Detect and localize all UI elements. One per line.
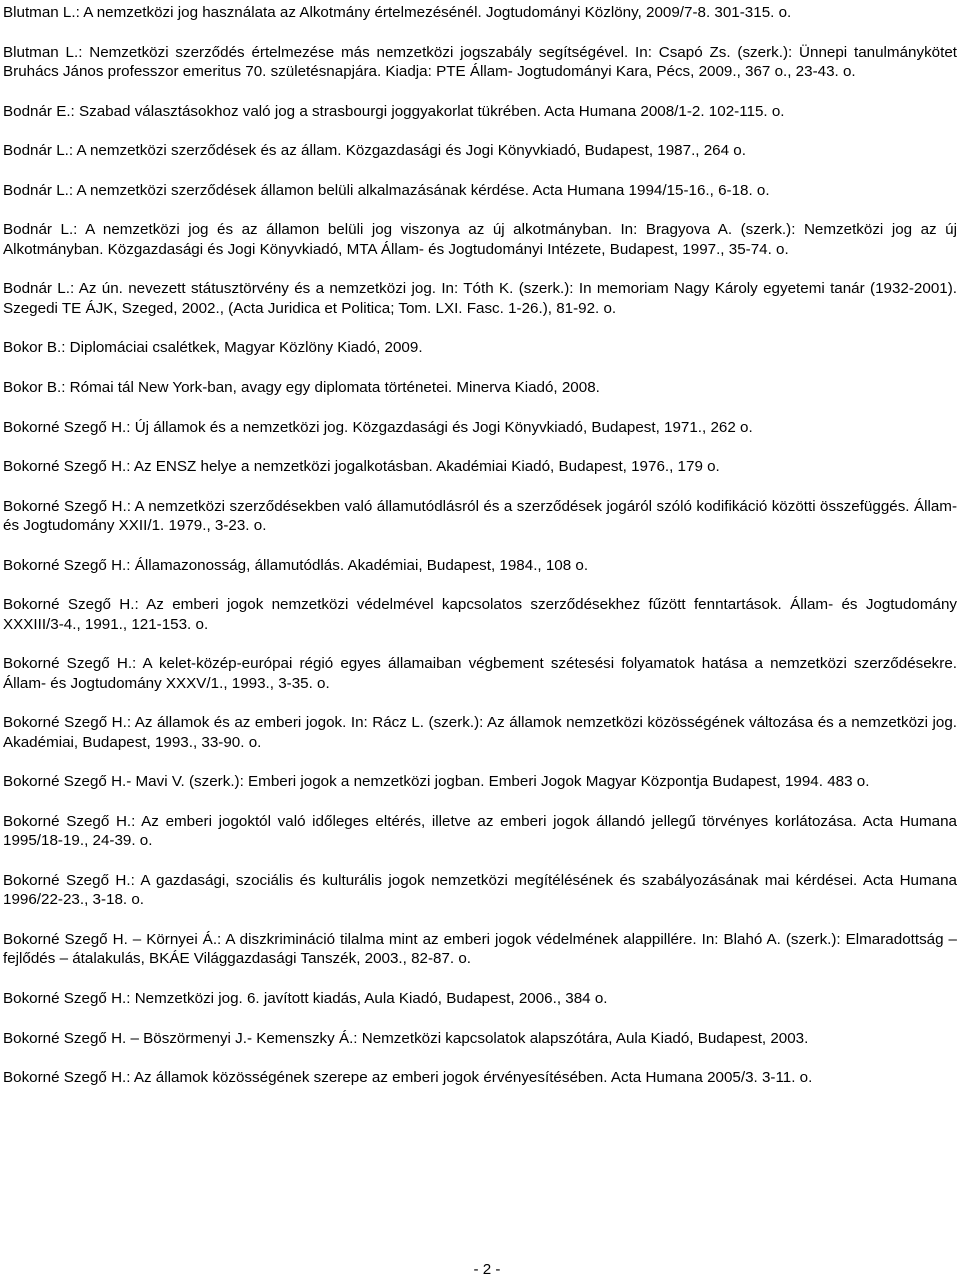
reference-entry: Bokor B.: Diplomáciai csalétkek, Magyar Közlöny Kiadó, 2009. <box>3 339 423 357</box>
reference-entry: Bokorné Szegő H.: A nemzetközi szerződésekben való államutódlásról és a szerződések jogáról szóló kodifikáció közötti összefüggés. Állam- és Jogtudomány XXII/1. 1979., 3-23. o. <box>3 497 957 535</box>
reference-entry: Bokorné Szegő H.: Az ENSZ helye a nemzetközi jogalkotásban. Akadémiai Kiadó, Budapest, 1976., 179 o. <box>3 458 720 476</box>
reference-entry: Bokorné Szegő H.: Az államok és az emberi jogok. In: Rácz L. (szerk.): Az államok nemzetközi közösségének változása és a nemzetközi jog. Akadémiai, Budapest, 1993., 33-90. o. <box>3 714 957 751</box>
reference-entry: Bokorné Szegő H. – Környei Á.: A diszkrimináció tilalma mint az emberi jogok védelmének alappillére. In: Blahó A. (szerk.): Elmaradottság – fejlődés – átalakulás, BKÁE Világgazdasági Tanszék, 2003., 82-87. o. <box>3 930 957 968</box>
reference-entry: Bodnár L.: A nemzetközi jog és az államon belüli jog viszonya az új alkotmányban. In: Bragyova A. (szerk.): Nemzetközi jog az új Alkotmányban. Közgazdasági és Jogi Könyvkiadó, MTA Állam- és Jogtudományi Intézete, Budapest, 1997., 35-74. o. <box>3 221 957 258</box>
reference-entry: Bokorné Szegő H.: Az államok közösségének szerepe az emberi jogok érvényesítésében. Acta Humana 2005/3. 3-11. o. <box>3 1069 813 1087</box>
reference-entry: Blutman L.: Nemzetközi szerződés értelmezése más nemzetközi jogszabály segítségével. In: Csapó Zs. (szerk.): Ünnepi tanulmánykötet Bruhács János professzor emeritus 70. születésnapjára. Kiadja: PTE Állam- Jogtudományi Kara, Pécs, 2009., 367 o., 23-43. o. <box>3 43 957 80</box>
reference-entry: Bokorné Szegő H.: Államazonosság, államutódlás. Akadémiai, Budapest, 1984., 108 o. <box>3 556 589 574</box>
page-footer <box>0 1262 960 1278</box>
reference-entry: Bokor B.: Római tál New York-ban, avagy egy diplomata történetei. Minerva Kiadó, 2008. <box>3 378 600 396</box>
reference-entry: Bokorné Szegő H.: A kelet-közép-európai régió egyes államaiban végbement szétesési folyamatok hatása a nemzetközi szerződésekre. Állam- és Jogtudomány XXXV/1., 1993., 3-35. o. <box>3 655 957 692</box>
reference-entry: Bokorné Szegő H.: Nemzetközi jog. 6. javított kiadás, Aula Kiadó, Budapest, 2006., 384 o. <box>3 989 608 1007</box>
reference-entry: Bokorné Szegő H.: Az emberi jogok nemzetközi védelmével kapcsolatos szerződésekhez fűzött fenntartások. Állam- és Jogtudomány XXXIII/3-4., 1991., 121-153. o. <box>3 596 957 633</box>
reference-entry: Bodnár L.: Az ún. nevezett státusztörvény és a nemzetközi jog. In: Tóth K. (szerk.): In memoriam Nagy Károly egyetemi tanár (1932-2001). Szegedi TE ÁJK, Szeged, 2002., (Acta Juridica et Politica; Tom. LXI. Fasc. 1-26.), 81-92. o. <box>3 280 957 317</box>
reference-entry: Bokorné Szegő H.: Új államok és a nemzetközi jog. Közgazdasági és Jogi Könyvkiadó, Budapest, 1971., 262 o. <box>3 418 753 436</box>
reference-list <box>3 3 957 1108</box>
reference-entry: Bokorné Szegő H.: Az emberi jogoktól való időleges eltérés, illetve az emberi jogok állandó jellegű törvényes korlátozása. Acta Humana 1995/18-19., 24-39. o. <box>3 812 957 850</box>
reference-entry: Blutman L.: A nemzetközi jog használata az Alkotmány értelmezésénél. Jogtudományi Közlöny, 2009/7-8. 301-315. o. <box>3 4 792 21</box>
reference-entry: Bodnár L.: A nemzetközi szerződések és az állam. Közgazdasági és Jogi Könyvkiadó, Budapest, 1987., 264 o. <box>3 142 746 160</box>
reference-entry: Bodnár E.: Szabad választásokhoz való jog a strasbourgi joggyakorlat tükrében. Acta Humana 2008/1-2. 102-115. o. <box>3 102 785 120</box>
reference-entry: Bodnár L.: A nemzetközi szerződések államon belüli alkalmazásának kérdése. Acta Humana 1994/15-16., 6-18. o. <box>3 181 770 199</box>
reference-entry: Bokorné Szegő H.- Mavi V. (szerk.): Emberi jogok a nemzetközi jogban. Emberi Jogok Magyar Központja Budapest, 1994. 483 o. <box>3 773 870 791</box>
reference-entry: Bokorné Szegő H. – Böszörmenyi J.- Kemenszky Á.: Nemzetközi kapcsolatok alapszótára, Aula Kiadó, Budapest, 2003. <box>3 1029 809 1047</box>
page-number: - 2 - <box>473 1261 501 1278</box>
reference-entry: Bokorné Szegő H.: A gazdasági, szociális és kulturális jogok nemzetközi megítélésének és szabályozásának mai kérdései. Acta Humana 1996/22-23., 3-18. o. <box>3 871 957 909</box>
